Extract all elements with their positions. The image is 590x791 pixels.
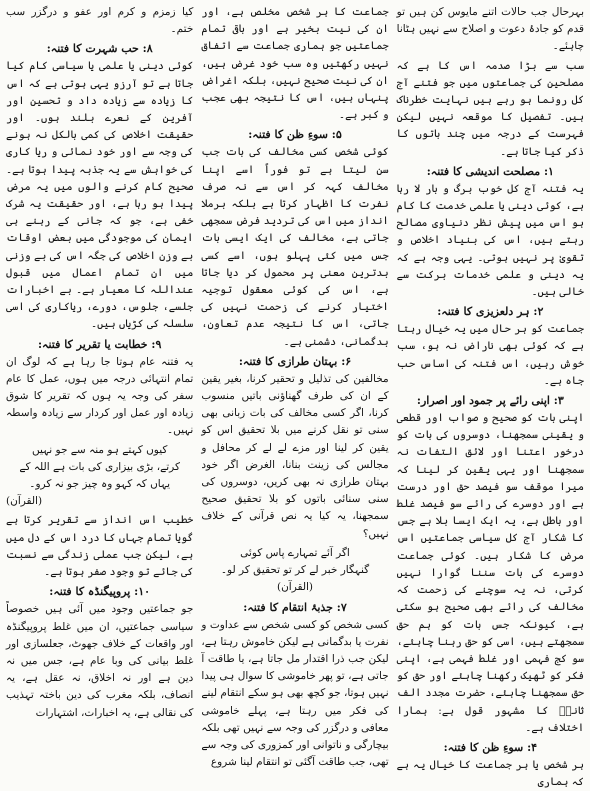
quoted-verse: گنہگار خبر لے کر تو تحقیق کر لو۔ (القرآن) [220, 564, 370, 594]
paragraph: مخالفین کی تذلیل و تحقیر کرنا، بغیر یقین کے ان کی طرف گھناؤنی باتیں منسوب کرنا، اگر کسی مخالف کی بات زبانی بھی سنی تو نقل کرنے میں بلا تحقیق اس کو یقین کر لینا اور مزے لے لے کر محافل و مجالس کی زینت بنانا، الغرض اگر خود بہتان طرازی نہ بھی کریں، دوسروں کی سنی سنائی باتوں کو بلا تحقیق صحیح سمجھنا، یہ کیا یہ نص قرآنی کے خلاف نہیں؟ [201, 372, 389, 540]
paragraph: بہرحال جب حالات اتنے مایوس کن ہیں تو قدم کو جادۂ دعوت و اصلاح سے نہیں ہٹانا چاہئے۔ [396, 6, 584, 53]
section-heading: ۴: سوءِ ظن کا فتنہ: [443, 740, 538, 754]
section-heading: ۶: بہتان طرازی کا فتنہ: [238, 354, 352, 368]
section-heading: ۳: اپنی رائے پر جمود اور اصرار: [416, 394, 564, 408]
paragraph: جو جماعتیں وجود میں آئی ہیں خصوصاً سیاسی جماعتیں، ان میں غلط پروپیگنڈہ اور واقعات کے خلاف جھوٹ، جعلسازی اور غلط بیانی کی وبا عام ہے، جس میں نہ دین ہے اور نہ اخلاق، نہ عقل ہے، یہ انصاف، بلکہ مغرب کی دین باختہ تہذیب کی نقالی ہے، یہ اخبارات، اشتہارات [6, 603, 194, 719]
verse-reference: (القرآن) [6, 495, 43, 508]
text-column-left [6, 4, 193, 746]
paragraph: کوئی دینی یا علمی یا سیاسی کام کیا جاتا ہے تو آرزو یہی ہوتی ہے کہ اس کا زیادہ سے زیادہ داد و تحسین اور آفرین کے نعرے بلند ہوں۔ اور حقیقت اخلاص کی کمی بالکل نہ ہونے کی وجہ سے اور خود نمائی و ریا کاری کی خواہش سے یہ جذبہ پیدا ہوتا ہے۔ صحیح کام کرنے والوں میں یہ مرض پیدا ہو رہا ہے، اور حقیقت یہ شرک خفی ہے، جو کہ جانی کے رہنے ہی ایمان کی موجودگی میں بعض اوقات بے وزن اخلاص کی جگہ اس کی بے وزنی میں ان تمام اعمال میں قبول عنداللہ کا معیار ہے۔ بے اخبارات جلسے، جلوس، دورے، ریاکاری کی اسی سلسلہ کی کڑیاں ہیں۔ [6, 60, 194, 331]
text-column-right [396, 4, 584, 789]
paragraph: سب سے بڑا صدمہ اس کا ہے کہ مصلحین کی جماعتوں میں جو فتنے آج کل رونما ہو رہے ہیں نہایت خطرناک ہیں۔ تفصیل کا موقعہ نہیں لیکن فہرست کے درجہ میں چند باتوں کا ذکر کیا جاتا ہے۔ [396, 59, 584, 158]
text-column-middle [201, 4, 389, 769]
quoted-verse: کرتے، بڑی بیزاری کی بات ہے اللہ کے [19, 460, 180, 473]
paragraph: ہر شخص یا ہر جماعت کا خیال یہ ہے کہ ہماری [396, 758, 584, 789]
paragraph: خطیب اس انداز سے تقریر کرتا ہے گویا تمام جہاں کا درد اس کے دل میں ہے، لیکن جب عملی زندگی سے نسبت کی جائے تو وجود صفر ہوتا ہے۔ [6, 514, 194, 579]
paragraph: کوئی شخص کسی مخالف کی بات جب سن لیتا ہے تو فوراً اسے اپنا مخالف کہہ کر اس سے نہ صرف نفرت کا اظہار کرتا ہے بلکہ برملا انداز میں اس کی تردید فرض سمجھی جاتی ہے، مخالف کی ایک ایسی بات جس میں کئی پہلو ہوں، اسے کسی بدترین معنی پر محمول کر دیا جاتا ہے، اس کی کوئی معقول توجیہ اختیار کرنے کی زحمت نہیں کی جاتی، اس کا نتیجہ عدم تعاون، بدگمانی، دشمنی ہے۔ [201, 146, 389, 348]
paragraph: یہ فتنہ عام ہوتا جا رہا ہے کہ لوگ ان تمام انتہائی درجہ میں ہوں، عمل کا عام سفر کی وجہ یہ ہوں کہ تقریر کا شوق زیادہ اور عمل اور کردار سے زیادہ واسطہ نہیں۔ [6, 355, 194, 437]
section-heading: ۹: خطابت یا تقریر کا فتنہ: [37, 337, 162, 351]
section-heading: ۱: مصلحت اندیشی کا فتنہ: [426, 164, 554, 178]
section-heading: ۷: جذبۂ انتقام کا فتنہ: [243, 600, 347, 614]
section-heading: ۱۰: پروپیگنڈہ کا فتنہ: [49, 585, 151, 599]
paragraph: کسی شخص کو کسی شخص سے عداوت و نفرت یا بدگمانی ہے لیکن خاموش رہتا ہے، لیکن جب ذرا اقتدار مل جاتا ہے، یا طاقت آ جاتی ہے، تو پھر خاموشی کا سوال ہی پیدا نہیں ہوتا، جو کچھ بھی ہو سکے انتقام لینے کی فکر میں رہتا ہے، پہلے خاموشی معافی و درگزر کی وجہ سے نہیں تھی بلکہ بیچارگی و ناتوانی اور کمزوری کی وجہ سے تھی، جب طاقت آگئی تو انتقام لینا شروع [201, 618, 389, 769]
quoted-verse: اگر آئے تمہارے پاس کوئی [240, 546, 350, 559]
paragraph: کیا زمزم و کرم اور عفو و درگزر سب ختم۔ [6, 6, 194, 36]
section-heading: ۲: ہر دلعزیزی کا فتنہ: [437, 305, 544, 319]
paragraph: اپنی بات کو صحیح و صواب اور قطعی و یقینی سمجھنا، دوسروں کی بات کو درخور اعتنا اور لائق التفات نہ سمجھنا اور یہی یقین کر لینا کہ میرا موقف سو فیصد حق اور درست ہے اور دوسرے کی رائے سو فیصد غلط اور باطل ہے، یہ ایک ایسا بلا ہے جس کا شکار آج کل سیاسی جماعتیں اس مرض کا شکار ہیں۔ کوئی جماعت دوسرے کی بات سننا گوارا نہیں کرتی، نہ یہ سوچنے کی زحمت کہ مخالف کی رائے بھی صحیح ہو سکتی ہے، کیونکہ جس بات کو ہم حق سمجھتے ہیں، اسی کو حق رہنا چاہئے، سو کج فہمی اور غلط فہمی ہے، اپنی فکر کو ٹھیک رکھنا چاہئے اور حق کو حق سمجھنا چاہئے، حضرت مجدد الف ثانیؒ کا مشہور قول ہے: ہمارا اختلاف ہے۔ [396, 412, 584, 734]
paragraph: جماعت کو ہر حال میں یہ خیال رہتا ہے کہ کوئی بھی ناراض نہ ہو، سب خوش رہیں، اس فتنہ کی اساس حب جاہ ہے۔ [396, 323, 584, 387]
quoted-verse: کیوں کہتے ہو منہ سے جو نہیں [31, 443, 168, 456]
paragraph: یہ فتنہ آج کل خوب برگ و بار لا رہا ہے، کوئی دینی یا علمی خدمت کا کام ہو اس میں پیش نظر دنیاوی مصالح رہتے ہیں، اس کی بنیاد اخلاص و تقویٰ پر نہیں ہوتی۔ یہی وجہ ہے کہ یہ دینی و علمی خدمات برکت سے خالی ہیں۔ [396, 182, 584, 299]
paragraph: جماعت کا ہر شخص مخلص ہے، اور ان کی نیت بخیر ہے اور باقی تمام جماعتیں جو ہماری جماعت سے اتفاق نہیں رکھتیں وہ سب خود غرض ہیں، ان کی نیت صحیح نہیں، بلکہ اغراض پنہاں ہیں، اس کا نتیجہ بھی عجب و کبر ہے۔ [201, 6, 389, 122]
quoted-verse: یہاں کہ کہو وہ چیز جو نہ کرو۔ [29, 478, 171, 491]
section-heading: ۵: سوءِ ظن کا فتنہ: [248, 128, 342, 142]
section-heading: ۸: حب شہرت کا فتنہ: [46, 42, 153, 56]
